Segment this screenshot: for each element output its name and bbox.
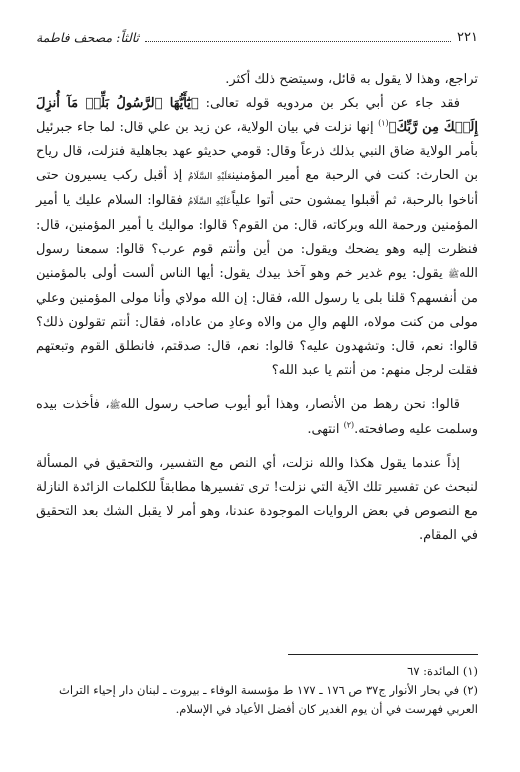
header-dotted-leader (145, 31, 451, 42)
honorific-ali-1: عَلَيْهِ السَّلَامُ (188, 172, 232, 182)
paragraph-4: إذاً عندما يقول هكذا والله نزلت، أي النص مع التفسير، والتحقيق في المسألة لنبحث عن تفسير تلك الآية التي نزلت! ترى تفسيرها مطابقاً للكلمات الزائدة النازلة مع النصوص في بعض الروايات الموجودة عندنا، وهو أمر لا يقبل الشك بعد التحقيق في المقام. (36, 456, 478, 543)
footnote-2: (٢) في بحار الأنوار ج٣٧ ص ١٧٦ ـ ١٧٧ ط مؤسسة الوفاء ـ بيروت ـ لبنان دار إحياء التراث العربي فهرست في أن يوم الغدير كان أفضل الأعياد في الإسلام. (59, 683, 478, 716)
paragraph-3: قالوا: نحن رهط من الأنصار، وهذا أبو أيوب صاحب رسول اللهﷺ، فأخذت بيده وسلمت عليه وصافحته.$^{(٢)}$ انتهى. (36, 397, 478, 437)
page-number: ٢٢١ (457, 30, 478, 45)
footnote-1: (١) المائدة: ٦٧ (407, 664, 478, 678)
running-title: ثالثاً: مصحف فاطمة (36, 30, 140, 45)
honorific-prophet-2: ﷺ (109, 401, 121, 411)
footnotes (36, 662, 478, 719)
paragraph-2: فقد جاء عن أبي بكر بن مردويه قوله تعالى: ﴿يَٰٓأَيُّهَا ٱلرَّسُولُ بَلِّغۡ مَآ أُنزِلَ إِلَيۡكَ مِن رَّبِّكَ﴾$^{(١)}$ إنها نزلت في بيان الولاية، عن زيد بن علي قال: لما جاء جبرئيل بأمر الولاية ضاق النبي بذلك ذرعاً وقال: قومي حديثو عهد بجاهلية فنزلت، قال رياح بن الحارث: كنت في الرحبة مع أمير المؤمنينعَلَيْهِ السَّلَامُ إذ أقبل ركب يسيرون حتى أناخوا بالرحبة، ثم أقبلوا يمشون حتى أتوا علياًعَلَيْهِ السَّلَامُ فقالوا: السلام عليك يا أمير المؤمنين ورحمة الله وبركاته، قال: من القوم؟ قالوا: مواليك يا أمير المؤمنين، قال: فنظرت إليه وهو يضحك ويقول: من أين وأنتم قوم عرب؟ قالوا: سمعنا رسول اللهﷺ يقول: يوم غدير خم وهو آخذ بيدك يقول: أيها الناس ألست أولى بالمؤمنين من أنفسهم؟ قلنا بلى يا رسول الله، فقال: إن الله مولاي وأنا مولى المؤمنين وعلي مولى من كنت مولاه، اللهم والِ من والاه وعادِ من عاداه، فقال: أنتم تقولون ذلك؟ قالوا: نعم، قال: وتشهدون عليه؟ قالوا: نعم، قال: صدقتم، فانطلق القوم وتبعتهم فقلت لرجل منهم: من أنتم يا عبد الله؟ (36, 96, 479, 378)
footnote-separator (288, 654, 478, 655)
footnote-ref-1: (١) (378, 118, 389, 128)
footnote-ref-2: (٢) (343, 420, 355, 430)
honorific-prophet-1: ﷺ (448, 270, 460, 280)
paragraph-1: تراجع، وهذا لا يقول به قائل، وسيتضح ذلك أكثر. (225, 72, 478, 87)
quran-verse: ﴿يَٰٓأَيُّهَا ٱلرَّسُولُ بَلِّغۡ مَآ أُنزِلَ إِلَيۡكَ مِن رَّبِّكَ﴾ (36, 96, 478, 135)
honorific-ali-2: عَلَيْهِ السَّلَامُ (187, 197, 232, 207)
page-header (36, 28, 478, 46)
page-body (36, 68, 478, 548)
